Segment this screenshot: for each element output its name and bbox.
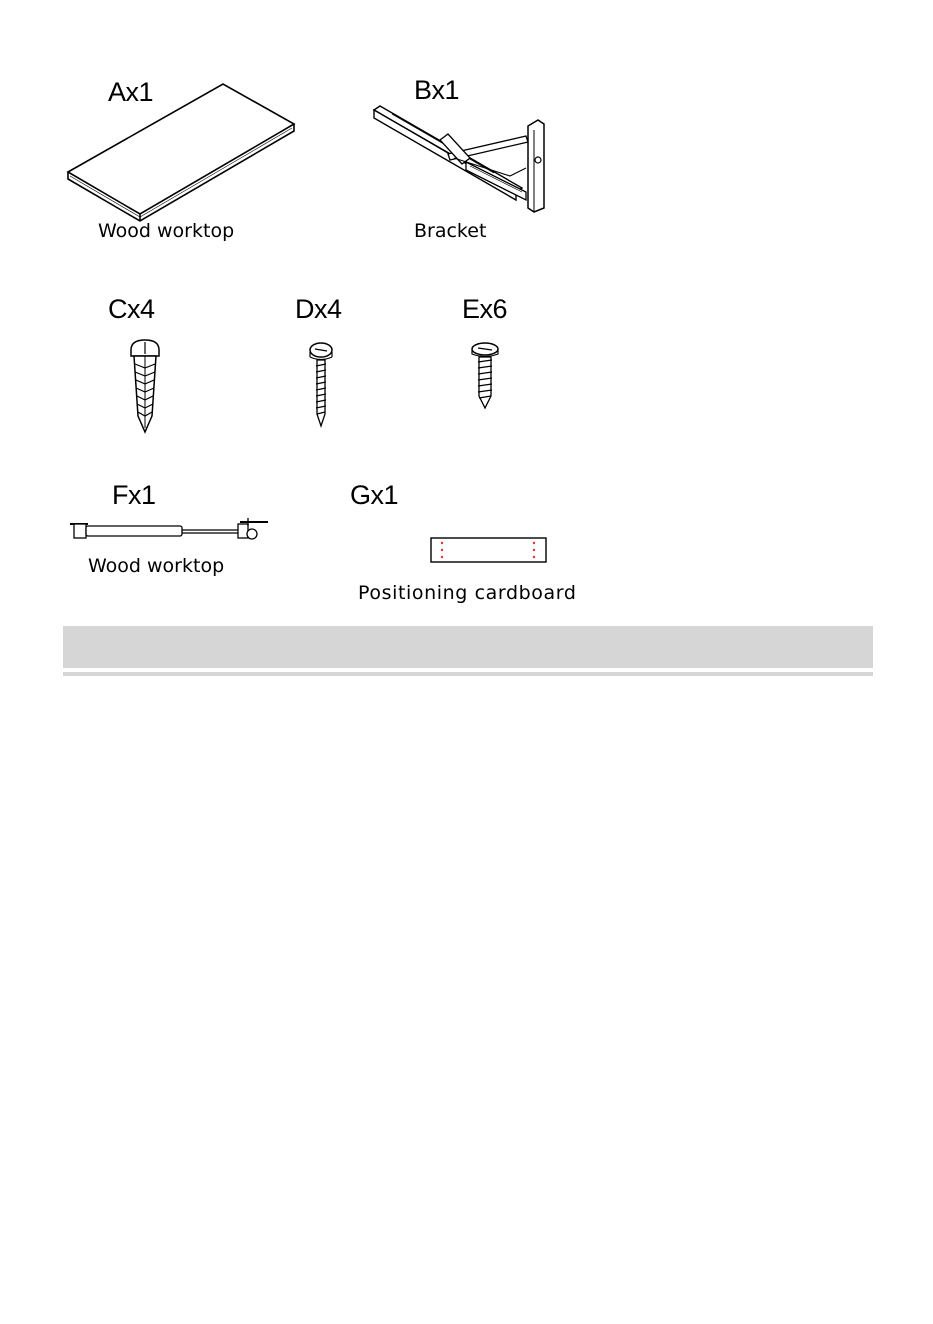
section-divider [63, 672, 873, 676]
wall-plug-icon [125, 336, 165, 436]
part-g-caption: Positioning cardboard [358, 582, 577, 604]
section-header-band [63, 626, 873, 668]
part-g-code: Gx1 [350, 480, 399, 510]
part-c-code: Cx4 [108, 294, 155, 324]
short-screw-icon [468, 340, 502, 414]
part-d-code: Dx4 [295, 294, 342, 324]
part-a-code: Ax1 [108, 77, 154, 107]
part-e-code: Ex6 [462, 294, 508, 324]
part-f-caption: Wood worktop [88, 555, 225, 577]
bracket-icon [370, 100, 555, 215]
positioning-cardboard-icon [430, 537, 548, 564]
gas-strut-icon [68, 516, 273, 546]
part-a-caption: Wood worktop [98, 220, 235, 242]
wood-worktop-icon [60, 80, 305, 225]
part-f-code: Fx1 [112, 480, 156, 510]
long-screw-icon [305, 340, 337, 430]
part-b-caption: Bracket [414, 220, 487, 242]
part-b-code: Bx1 [414, 75, 460, 105]
